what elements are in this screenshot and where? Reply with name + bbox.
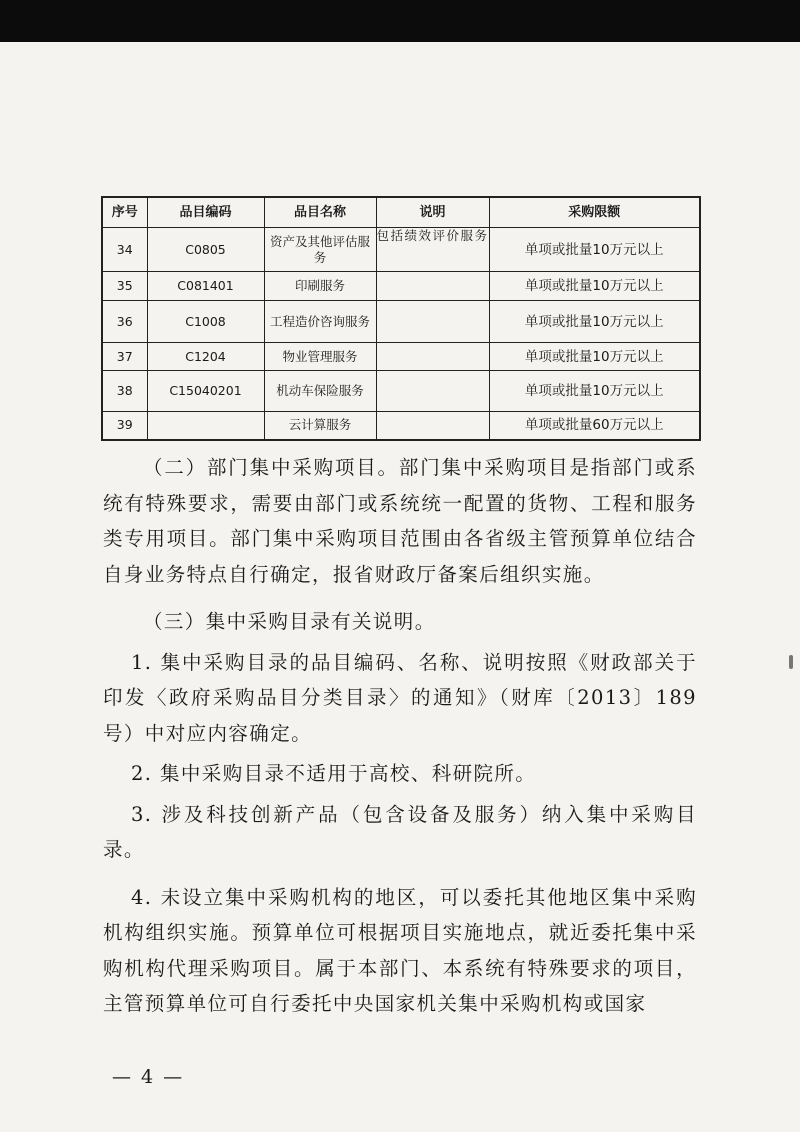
section-2-paragraph: （二）部门集中采购项目。部门集中采购项目是指部门或系统有特殊要求，需要由部门或系统统一配置的货物、工程和服务类专用项目。部门集中采购项目范围由各省级主管预算单位结合自身业务特点自行确定，报省财政厅备案后组织实施。 — [103, 456, 697, 586]
row-code: C0805 — [147, 228, 264, 272]
row-no: 39 — [102, 412, 147, 440]
row-desc — [376, 371, 489, 412]
table-header-row — [102, 197, 700, 228]
table-row — [102, 228, 700, 272]
row-no: 38 — [102, 371, 147, 412]
section-3-heading: （三）集中采购目录有关说明。 — [143, 610, 436, 633]
table-row — [102, 371, 700, 412]
row-code: C1008 — [147, 301, 264, 343]
row-name: 物业管理服务 — [264, 343, 376, 371]
table-row — [102, 301, 700, 343]
header-no: 序号 — [102, 197, 147, 228]
row-limit: 单项或批量60万元以上 — [489, 412, 700, 440]
row-code: C1204 — [147, 343, 264, 371]
section-3-item-2: 2. 集中采购目录不适用于高校、科研院所。 — [131, 762, 537, 785]
row-code — [147, 412, 264, 440]
row-no: 35 — [102, 272, 147, 301]
row-desc: 包括绩效评价服务 — [376, 228, 489, 272]
scan-top-edge — [0, 0, 800, 42]
row-desc — [376, 412, 489, 440]
row-name: 机动车保险服务 — [264, 371, 376, 412]
row-limit: 单项或批量10万元以上 — [489, 272, 700, 301]
section-3-item-4: 4. 未设立集中采购机构的地区，可以委托其他地区集中采购机构组织实施。预算单位可根据项目实施地点，就近委托集中采购机构代理采购项目。属于本部门、本系统有特殊要求的项目，主管预算单位可自行委托中央国家机关集中采购机构或国家 — [103, 885, 697, 1015]
row-no: 34 — [102, 228, 147, 272]
header-desc: 说明 — [376, 197, 489, 228]
row-limit: 单项或批量10万元以上 — [489, 371, 700, 412]
row-limit: 单项或批量10万元以上 — [489, 301, 700, 343]
section-3-item-1: 1. 集中采购目录的品目编码、名称、说明按照《财政部关于印发〈政府采购品目分类目录〉的通知》（财库〔2013〕189号）中对应内容确定。 — [103, 650, 697, 745]
page-number: — 4 — — [112, 1066, 185, 1088]
row-desc — [376, 343, 489, 371]
section-3-item-3: 3. 涉及科技创新产品（包含设备及服务）纳入集中采购目录。 — [103, 802, 697, 861]
row-code: C081401 — [147, 272, 264, 301]
row-name: 资产及其他评估服务 — [264, 228, 376, 272]
table-row — [102, 272, 700, 301]
row-no: 37 — [102, 343, 147, 371]
row-name: 印刷服务 — [264, 272, 376, 301]
row-name: 云计算服务 — [264, 412, 376, 440]
header-limit: 采购限额 — [489, 197, 700, 228]
row-name: 工程造价咨询服务 — [264, 301, 376, 343]
scan-margin-mark — [789, 655, 793, 669]
procurement-catalog-table — [101, 196, 701, 441]
row-desc — [376, 272, 489, 301]
row-code: C15040201 — [147, 371, 264, 412]
header-code: 品目编码 — [147, 197, 264, 228]
row-limit: 单项或批量10万元以上 — [489, 228, 700, 272]
table-row — [102, 343, 700, 371]
table-row — [102, 412, 700, 440]
row-no: 36 — [102, 301, 147, 343]
row-limit: 单项或批量10万元以上 — [489, 343, 700, 371]
header-name: 品目名称 — [264, 197, 376, 228]
document-body — [103, 450, 697, 1022]
row-desc — [376, 301, 489, 343]
